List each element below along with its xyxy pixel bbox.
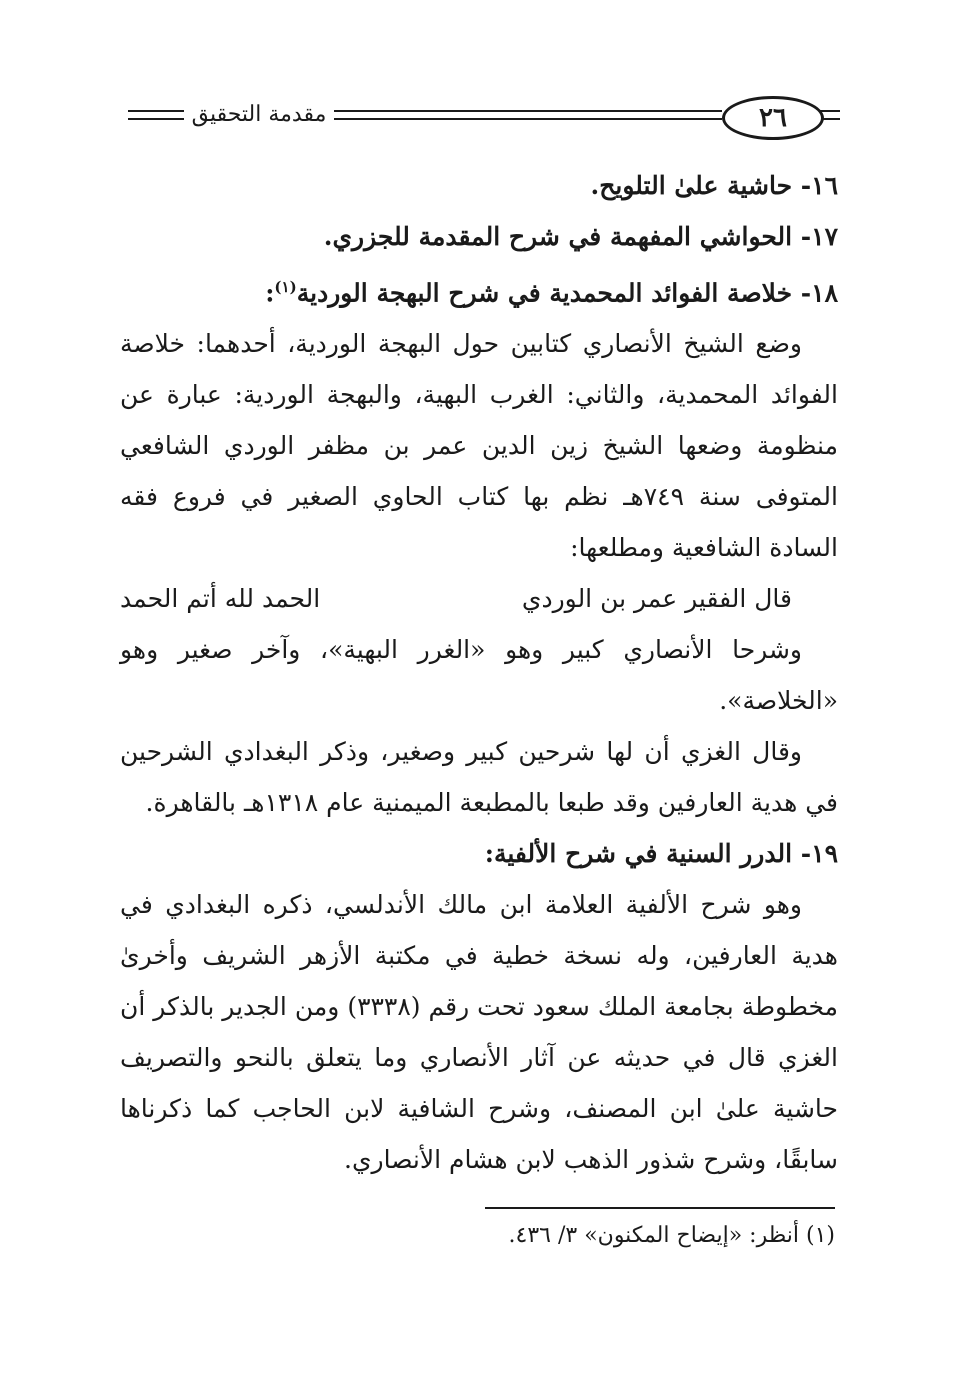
header-rule-left-top [128,110,184,112]
verse-first-hemistich: قال الفقير عمر بن الوردي [521,584,792,614]
paragraph-ghazzi: وقال الغزي أن لها شرحين كبير وصغير، وذكر البغدادي الشرحين في هدية العارفين وقد طبعا بالمطبعة الميمنية عام ١٣١٨هـ بالقاهرة. [120,737,838,818]
main-text [120,160,838,1185]
entry-18 [120,262,838,318]
page-number: ٢٦ [722,96,824,140]
header-rule-middle-top [334,110,722,112]
page-header [120,92,840,140]
entry-17: ١٧- الحواشي المفهمة في شرح المقدمة للجزري. [323,222,838,251]
entry-18-colon: : [265,278,275,308]
entry-19: ١٩- الدرر السنية في شرح الألفية: [484,839,838,869]
verse-second-hemistich: الحمد لله أتم الحمد [120,584,321,614]
footnote: (١) أنظر: «إيضاح المكنون» ٣/ ٤٣٦. [508,1223,835,1248]
header-rule-middle-bottom [334,118,722,120]
verse-line [120,573,838,624]
footnote-marker: (١) [274,278,297,296]
header-rule-left-bottom [128,118,184,120]
header-rule-right-top [820,110,840,112]
entry-18-title: ١٨- خلاصة الفوائد المحمدية في شرح البهجة الوردية [296,278,838,308]
paragraph-alfiyya: وهو شرح الألفية العلامة ابن مالك الأندلسي، ذكره البغدادي في هدية العارفين، وله نسخة خطية في مكتبة الأزهر الشريف وأخرىٰ مخطوطة بجامعة الملك سعود تحت رقم (٣٣٣٨) ومن الجدير بالذكر أن الغزي قال في حديثه عن آثار الأنصاري وما يتعلق بالنحو والتصريف حاشية علىٰ ابن المصنف، وشرح الشافية لابن الحاجب كما ذكرناها سابقًا، وشرح شذور الذهب لابن هشام الأنصاري. [120,890,838,1175]
running-title: مقدمة التحقيق [186,98,332,132]
entry-16: ١٦- حاشية علىٰ التلويح. [590,171,838,200]
paragraph-commentaries: وشرحا الأنصاري كبير وهو «الغرر البهية»، وآخر صغير وهو «الخلاصة». [120,635,838,716]
footnote-separator [485,1207,835,1209]
paragraph-bahja: وضع الشيخ الأنصاري كتابين حول البهجة الوردية، أحدهما: خلاصة الفوائد المحمدية، والثاني: الغرب البهية، والبهجة الوردية: عبارة عن منظومة وضعها الشيخ زين الدين عمر بن مظفر الوردي الشافعي المتوفى سنة ٧٤٩هـ نظم بها كتاب الحاوي الصغير في فروع فقه السادة الشافعية ومطلعها: [120,329,838,563]
